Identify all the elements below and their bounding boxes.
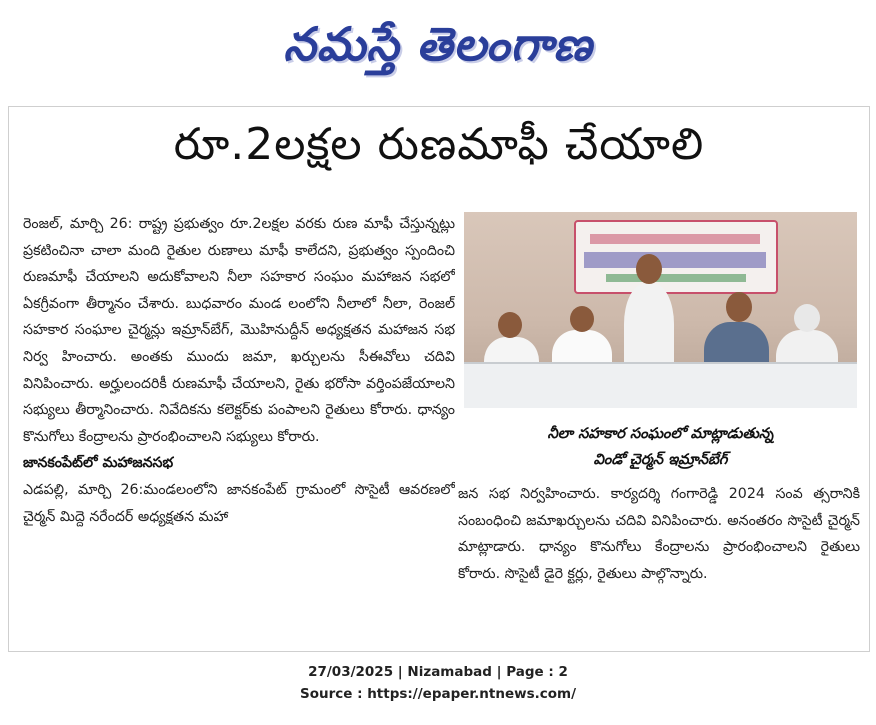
- seated-person-head: [794, 304, 820, 332]
- photo-caption: [464, 421, 857, 473]
- news-clipping: [8, 106, 870, 652]
- meeting-banner: [574, 220, 778, 294]
- seated-person-head: [498, 312, 522, 338]
- speaker-head: [636, 254, 662, 284]
- source-link[interactable]: Source : https://epaper.ntnews.com/: [299, 686, 577, 702]
- masthead: [0, 0, 876, 100]
- photo-caption-line-1: నీలా సహకార సంఘంలో మాట్లాడుతున్న: [547, 425, 774, 442]
- meeting-table: [464, 362, 857, 408]
- left-column: [23, 211, 455, 647]
- seated-person-head: [570, 306, 594, 332]
- right-column: [458, 481, 860, 641]
- photo-caption-line-2: విండో చైర్మన్ ఇమ్రాన్‌బేగ్: [593, 451, 728, 468]
- article-headline: రూ.2లక్షల రుణమాఫీ చేయాలి: [173, 119, 705, 170]
- edition-info: 27/03/2025 | Nizamabad | Page : 2: [308, 664, 568, 680]
- article-photo: [464, 212, 857, 408]
- article-paragraph-1: రెంజల్, మార్చి 26: రాష్ట్ర ప్రభుత్వం రూ.2లక్షల వరకు రుణ మాఫీ చేస్తున్నట్లు ప్రకటించినా చాలా మంది రైతుల రుణాలు మాఫీ కాలేదని, ప్రభుత్వం స్పందించి రుణమాఫీ చేయాలని అదుకోవాలని నీలా సహకార సంఘం మహాజన సభలో ఏకగ్రీవంగా తీర్మానం చేశారు. బుధవారం మండ లంలోని నీలాలో నీలా, రెంజల్ సహకార సంఘాల చైర్మన్లు ఇమ్రాన్‌బేగ్, మొహినుద్దీన్ అధ్యక్షతన మహాజన సభ నిర్వ హించారు. అంతకు ముందు జమా, ఖర్చులను సీఈవోలు చదివి వినిపించారు. అర్హులందరికీ రుణమాఫీ చేయాలని, రైతు భరోసా వర్తింపజేయాలని సభ్యులు తీర్మానించారు. నివేదికను కలెక్టర్‌కు పంపాలని రైతులు కోరారు. ధాన్యం కొనుగోలు కేంద్రాలను ప్రారంభించాలని సభ్యులు కోరారు.: [23, 216, 455, 445]
- article-subheading: జానకంపేట్‌లో మహాజనసభ: [23, 455, 174, 472]
- newspaper-title: నమస్తే తెలంగాణ: [283, 17, 593, 71]
- seated-person-head: [726, 292, 752, 322]
- article-paragraph-2: ఎడపల్లి, మార్చి 26:మండలంలోని జానకంపేట్ గ్రామంలో సొసైటీ ఆవరణలో చైర్మన్ మిద్దె నరేందర్ అధ్యక్షతన మహా: [23, 481, 455, 525]
- article-paragraph-3: జన సభ నిర్వహించారు. కార్యదర్శి గంగారెడ్డి 2024 సంవ త్సరానికి సంబంధించి జమాఖర్చులను చదివి వినిపించారు. అనంతరం సొసైటీ చైర్మన్ మాట్లాడారు. ధాన్యం కొనుగోలు కేంద్రాలను ప్రారంభించాలని రైతులు కోరారు. సొసైటీ డైరె క్టర్లు, రైతులు పాల్గొన్నారు.: [458, 486, 860, 582]
